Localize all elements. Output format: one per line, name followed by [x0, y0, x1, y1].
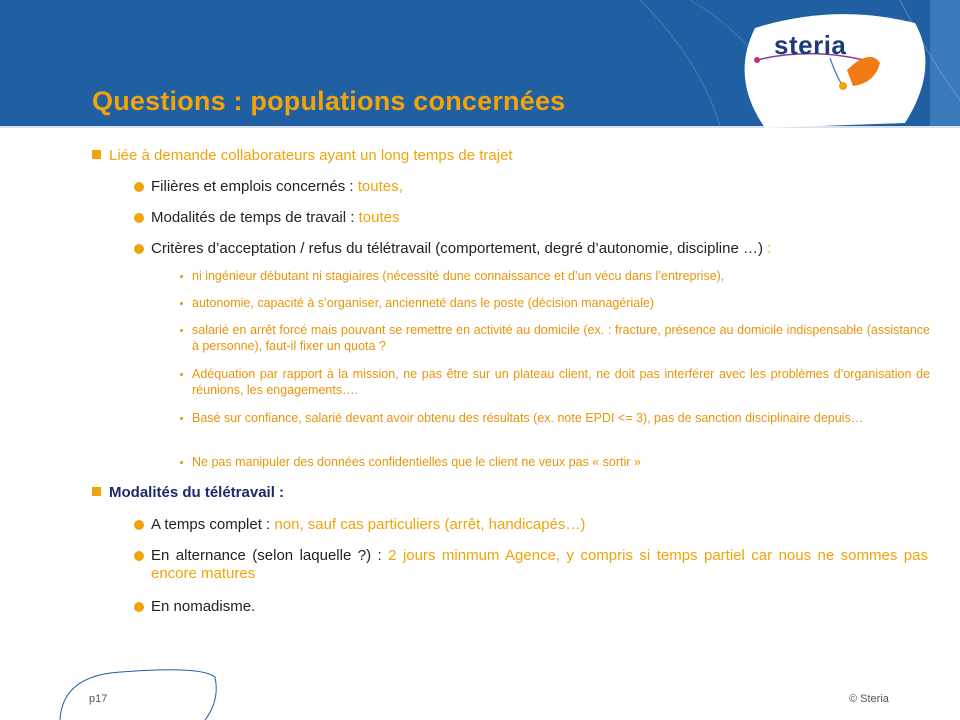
round-bullet-icon — [134, 213, 144, 223]
small-bullet-icon — [180, 302, 183, 305]
round-bullet-icon — [134, 520, 144, 530]
item-label: En alternance (selon laquelle ?) : — [151, 547, 389, 564]
steria-logo-shape — [725, 8, 945, 130]
item-label: Critères d’acceptation / refus du télétravail (comportement, degré d’autonomie, discipline …) — [151, 240, 768, 257]
round-bullet-icon — [134, 244, 144, 254]
steria-logo-text: steria — [774, 30, 847, 60]
item-label: Filières et emplois concernés : — [151, 178, 358, 195]
section-1-label: Liée à demande collaborateurs ayant un long temps de trajet — [109, 147, 513, 164]
round-bullet-icon — [134, 182, 144, 192]
section-1-bullet — [92, 147, 513, 164]
page-number: p17 — [89, 693, 108, 705]
section-2-bullet — [92, 484, 284, 501]
list-item — [134, 240, 934, 258]
square-bullet-icon — [92, 150, 101, 159]
footer-decoration — [0, 655, 240, 720]
list-item — [134, 516, 934, 534]
section-2-label: Modalités du télétravail : — [109, 484, 285, 501]
small-bullet-icon — [180, 461, 183, 464]
sub-item-text: ni ingénieur débutant ni stagiaires (nécessité dune connaissance et d’un vécu dans l’entreprise), — [192, 269, 725, 283]
square-bullet-icon — [92, 487, 101, 496]
slide-title: Questions : populations concernées — [92, 86, 566, 116]
sub-item-text: Adéquation par rapport à la mission, ne pas être sur un plateau client, ne doit pas interférer avec les problèmes d’organisation de réunions, les engagements…. — [192, 367, 930, 397]
sub-item-text: autonomie, capacité à s’organiser, ancienneté dans le poste (décision managériale) — [192, 296, 655, 310]
sub-item-text: Basé sur confiance, salarié devant avoir obtenu des résultats (ex. note EPDI <= 3), pas de sanction disciplinaire depuis… — [192, 411, 864, 425]
sub-list-item — [180, 268, 930, 284]
item-label: En nomadisme. — [151, 598, 256, 615]
list-item — [134, 178, 934, 196]
sub-list-item — [180, 366, 930, 398]
item-value: toutes, — [357, 178, 403, 195]
small-bullet-icon — [180, 373, 183, 376]
round-bullet-icon — [134, 551, 144, 561]
list-item — [134, 209, 934, 227]
copyright-text: © Steria — [849, 693, 889, 705]
item-value: : — [767, 240, 772, 257]
item-value: toutes — [358, 209, 400, 226]
item-label: A temps complet : — [151, 516, 275, 533]
small-bullet-icon — [180, 329, 183, 332]
list-item — [134, 547, 928, 583]
list-item — [134, 598, 934, 616]
sub-list-item — [180, 410, 930, 426]
item-value: 2 jours minmum Agence, y compris si temps partiel car nous ne sommes pas encore matures — [151, 547, 928, 582]
item-value: non, sauf cas particuliers (arrêt, handicapés…) — [274, 516, 586, 533]
sub-list-item — [180, 454, 930, 470]
sub-item-text: salarié en arrêt forcé mais pouvant se remettre en activité au domicile (ex. : fracture, présence au domicile indispensable (assistance à personne), faut-il fixer un quota ? — [192, 323, 930, 353]
small-bullet-icon — [180, 275, 183, 278]
sub-item-text: Ne pas manipuler des données confidentielles que le client ne veux pas « sortir » — [192, 455, 641, 469]
small-bullet-icon — [180, 417, 183, 420]
round-bullet-icon — [134, 602, 144, 612]
sub-list-item — [180, 295, 930, 311]
sub-list-item — [180, 322, 930, 354]
item-label: Modalités de temps de travail : — [151, 209, 359, 226]
